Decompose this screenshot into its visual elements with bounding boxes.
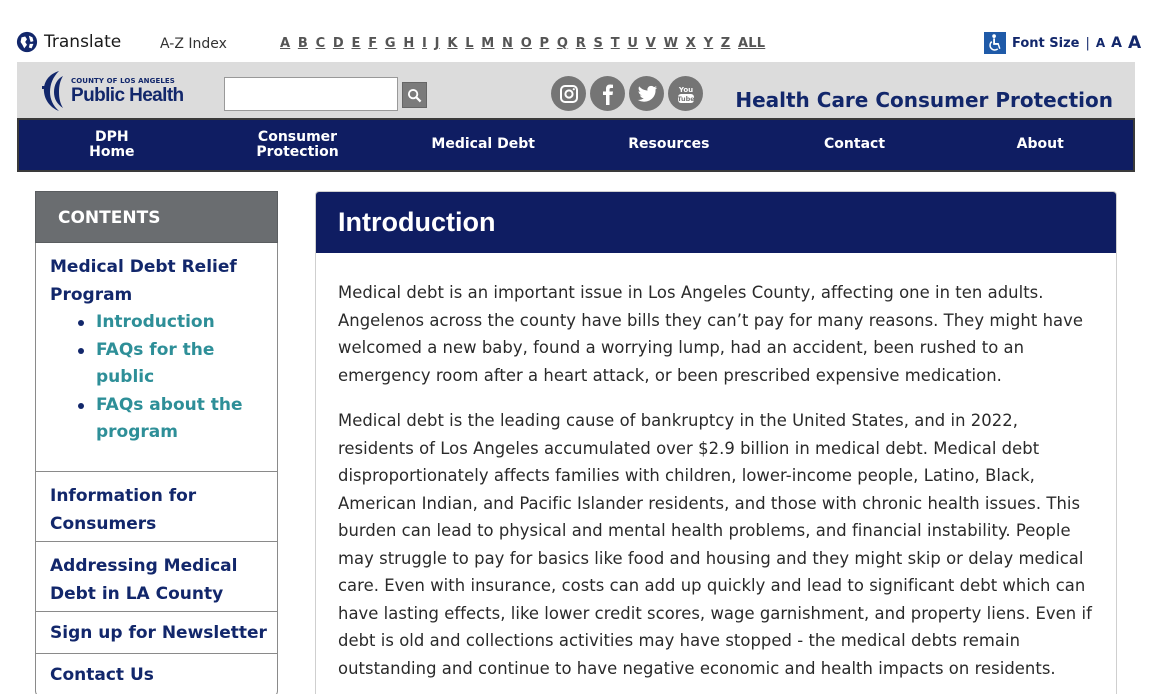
nav-item-consumer-protection[interactable]: Consumer Protection: [256, 128, 339, 160]
logo-name-text: Public Health: [71, 84, 184, 106]
logo-county-text: COUNTY OF LOS ANGELES: [71, 76, 175, 85]
az-letter-link-l[interactable]: L: [465, 36, 474, 51]
search-button[interactable]: [402, 82, 427, 108]
globe-icon: [16, 31, 38, 53]
sidebar-section-addressing: [36, 542, 277, 612]
font-size-label: Font Size: [1012, 35, 1080, 51]
sidebar-sublist: [76, 309, 267, 447]
sidebar-link-contact-us[interactable]: Contact Us: [50, 664, 154, 685]
nav-item-about[interactable]: About: [1016, 136, 1064, 153]
main-content: [315, 191, 1117, 694]
nav-item-resources[interactable]: Resources: [628, 136, 710, 153]
az-letter-link-x[interactable]: X: [685, 36, 696, 51]
az-letter-link-d[interactable]: D: [332, 36, 344, 51]
sidebar-link-introduction[interactable]: Introduction: [76, 309, 267, 337]
az-letter-link-v[interactable]: V: [645, 36, 657, 51]
az-letter-link-j[interactable]: J: [434, 36, 440, 51]
az-letter-link-u[interactable]: U: [627, 36, 639, 51]
youtube-icon[interactable]: [668, 76, 703, 111]
sidebar-link-medical-debt-relief-program[interactable]: Medical Debt Relief Program: [50, 257, 237, 305]
az-letter-link-g[interactable]: G: [384, 36, 396, 51]
az-letter-link-p[interactable]: P: [539, 36, 550, 51]
font-size-large-button[interactable]: A: [1128, 33, 1142, 53]
az-letter-link-k[interactable]: K: [447, 36, 458, 51]
contents-sidebar: [35, 191, 278, 694]
svg-text:Tube: Tube: [676, 94, 695, 103]
la-county-logo-icon: [39, 68, 69, 114]
az-letter-link-t[interactable]: T: [610, 36, 620, 51]
facebook-icon[interactable]: [590, 76, 625, 111]
svg-text:You: You: [678, 85, 693, 94]
font-size-separator: |: [1085, 35, 1090, 51]
az-index-link[interactable]: A-Z Index: [160, 36, 227, 52]
sidebar-link-faqs-program[interactable]: FAQs about the program: [76, 392, 267, 447]
az-letter-link-n[interactable]: N: [502, 36, 514, 51]
alphabet-index: [280, 36, 773, 51]
font-size-control: [984, 32, 1141, 54]
az-letter-link-y[interactable]: Y: [703, 36, 714, 51]
az-letter-link-f[interactable]: F: [368, 36, 378, 51]
translate-label: Translate: [44, 32, 122, 52]
search-icon: [407, 88, 422, 103]
site-title: Health Care Consumer Protection: [735, 88, 1113, 112]
site-header: [17, 62, 1135, 118]
sidebar-section-program: [36, 243, 277, 472]
sidebar-section-contact: [36, 654, 277, 694]
sidebar-link-newsletter[interactable]: Sign up for Newsletter: [50, 622, 267, 643]
nav-item-dph-home[interactable]: DPH Home: [89, 128, 135, 160]
nav-item-contact[interactable]: Contact: [824, 136, 886, 153]
az-letter-link-m[interactable]: M: [481, 36, 495, 51]
sidebar-link-information-for-consumers[interactable]: Information for Consumers: [50, 485, 197, 534]
intro-paragraph-1: Medical debt is an important issue in Los Angeles County, affecting one in ten adults. Angelenos across the county have bills they can’t pay for many reasons. They might have welcomed a new baby, found a worrying lump, had an accident, been rushed to an emergency room after a heart attack, or been prescribed expensive medication.: [338, 283, 1083, 385]
accessibility-icon[interactable]: [984, 32, 1006, 54]
sidebar-body: [35, 243, 278, 694]
az-letter-link-b[interactable]: B: [297, 36, 308, 51]
instagram-icon[interactable]: [551, 76, 586, 111]
az-letter-link-q[interactable]: Q: [556, 36, 569, 51]
search-input[interactable]: [224, 77, 398, 111]
font-size-small-button[interactable]: A: [1095, 36, 1106, 50]
twitter-icon[interactable]: [629, 76, 664, 111]
az-letter-link-a[interactable]: A: [280, 36, 291, 51]
main-navigation: [17, 118, 1135, 172]
az-letter-link-r[interactable]: R: [575, 36, 586, 51]
az-letter-link-s[interactable]: S: [593, 36, 604, 51]
az-letter-link-e[interactable]: E: [351, 36, 361, 51]
social-links: [551, 76, 703, 111]
sidebar-section-consumers: [36, 472, 277, 542]
sidebar-link-addressing-medical-debt[interactable]: Addressing Medical Debt in LA County: [50, 555, 238, 604]
translate-button[interactable]: [16, 31, 121, 53]
page-title: Introduction: [316, 192, 1116, 253]
nav-item-medical-debt[interactable]: Medical Debt: [431, 136, 535, 153]
az-letter-link-o[interactable]: O: [520, 36, 532, 51]
az-letter-link-w[interactable]: W: [663, 36, 679, 51]
public-health-logo[interactable]: [39, 68, 184, 114]
az-letter-link-h[interactable]: H: [403, 36, 415, 51]
content-body: [316, 253, 1116, 682]
az-letter-link-all[interactable]: ALL: [738, 36, 766, 51]
sidebar-heading: CONTENTS: [35, 191, 278, 243]
intro-paragraph-2: Medical debt is the leading cause of bankruptcy in the United States, and in 2022, residents of Los Angeles accumulated over $2.9 billion in medical debt. Medical debt disproportionately affects families with children, lower-income people, Latino, Black, American Indian, and Pacific Islander residents, and those with chronic health issues. This burden can lead to physical and mental health problems, and financial instability. People may struggle to pay for basics like food and housing and they might skip or delay medical care. Even with insurance, costs can add up quickly and lead to significant debt which can have lasting effects, like lower credit scores, wage garnishment, and property liens. Even if debt is old and collections activities may have stopped - the medical debts remain outstanding and continue to have negative economic and health impacts on residents.: [338, 411, 1092, 678]
sidebar-link-faqs-public[interactable]: FAQs for the public: [76, 337, 267, 392]
az-letter-link-c[interactable]: C: [315, 36, 326, 51]
utility-bar: [0, 0, 1154, 62]
font-size-medium-button[interactable]: A: [1111, 35, 1123, 51]
az-letter-link-i[interactable]: I: [422, 36, 428, 51]
sidebar-section-newsletter: [36, 612, 277, 654]
az-letter-link-z[interactable]: Z: [720, 36, 731, 51]
